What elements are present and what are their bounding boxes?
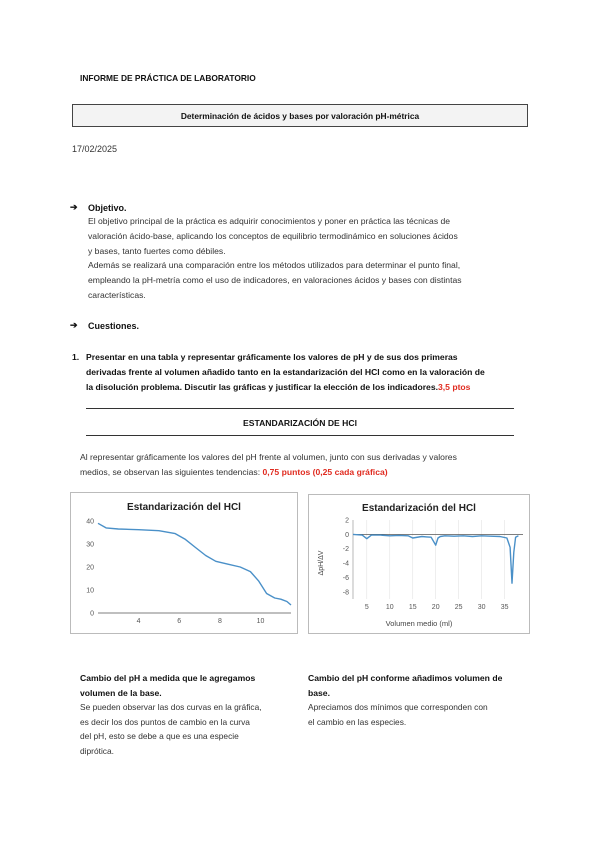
y-axis-label: ΔpH/ΔV xyxy=(318,550,325,576)
body-line: el cambio en las especies. xyxy=(308,716,407,727)
objetivo-line: empleando la pH-metría como el uso de indicadores, en valoraciones ácidos y bases con distintas xyxy=(88,275,462,286)
body-line: Apreciamos dos mínimos que corresponden con xyxy=(308,702,488,712)
body-line: diprótica. xyxy=(80,745,114,756)
y-tick-label: 0 xyxy=(345,531,349,539)
objetivo-line: valoración ácido-base, aplicando los conceptos de equilibrio termodinámico en soluciones ácidos xyxy=(88,230,458,241)
subtitle-box xyxy=(72,104,528,127)
body-line: del pH, esto se debe a que es una especie xyxy=(80,731,239,741)
y-tick-label: 30 xyxy=(86,541,94,549)
question-line-last xyxy=(86,380,532,395)
objetivo-line: Además se realizará una comparación entre los métodos utilizados para determinar el punto final, xyxy=(88,260,461,271)
cuestiones-heading xyxy=(70,320,139,331)
x-tick-label: 25 xyxy=(454,604,463,611)
x-tick-label: 20 xyxy=(431,604,440,611)
subtitle: Determinación de ácidos y bases por valoración pH-métrica xyxy=(180,110,420,121)
intro-line-text: medios, se observan las siguientes tendencias: xyxy=(80,466,263,477)
question-1 xyxy=(72,350,532,395)
y-tick-label: -4 xyxy=(342,560,349,568)
cuestiones-heading-text: Cuestiones. xyxy=(88,320,140,331)
objetivo-line: y bases, tanto fuertes como débiles. xyxy=(88,245,226,256)
y-tick-label: 40 xyxy=(86,518,94,526)
y-tick-label: -6 xyxy=(342,574,349,582)
y-tick-label: -8 xyxy=(342,589,349,597)
right-column-heading xyxy=(308,671,534,700)
left-column xyxy=(80,671,292,758)
ph-chart xyxy=(71,493,297,633)
intro-paragraph xyxy=(80,450,532,480)
divider-bottom xyxy=(86,435,514,436)
chart-title: Estandarización del HCl xyxy=(362,503,476,514)
intro-line xyxy=(80,465,532,480)
divider-top xyxy=(86,408,514,409)
body-line: es decir los dos puntos de cambio en la curva xyxy=(80,716,250,727)
derivative-chart xyxy=(309,495,529,633)
x-tick-label: 6 xyxy=(177,618,182,625)
objetivo-paragraph xyxy=(88,214,538,303)
question-line: derivadas frente al volumen añadido tanto en la estandarización del HCl como en la valoración de xyxy=(86,367,485,377)
standardization-heading: ESTANDARIZACIÓN DE HCl xyxy=(243,418,357,428)
x-tick-label: 8 xyxy=(217,618,222,625)
arrow-right-icon: ➔ xyxy=(70,202,78,212)
report-date: 17/02/2025 xyxy=(72,144,118,154)
x-tick-label: 10 xyxy=(385,604,394,611)
right-column xyxy=(308,671,534,729)
report-title: INFORME DE PRÁCTICA DE LABORATORIO xyxy=(80,73,256,83)
body-line: Se pueden observar las dos curvas en la gráfica, xyxy=(80,702,262,712)
x-axis-label: Volumen medio (ml) xyxy=(385,619,453,628)
objetivo-heading-text: Objetivo. xyxy=(88,202,127,213)
chart-title: Estandarización del HCl xyxy=(127,502,241,513)
heading-line: Cambio del pH conforme añadimos volumen de xyxy=(308,673,503,683)
heading-line: base. xyxy=(308,687,330,698)
x-tick-label: 15 xyxy=(408,604,417,611)
objetivo-line: El objetivo principal de la práctica es adquirir conocimientos y poner en práctica las técnicas de xyxy=(88,216,451,226)
objetivo-line: características. xyxy=(88,289,146,300)
intro-line: Al representar gráficamente los valores del pH frente al volumen, junto con sus derivadas y valores xyxy=(80,452,457,462)
right-column-body xyxy=(308,700,534,729)
question-points: 3,5 ptos xyxy=(437,382,471,392)
y-tick-label: -2 xyxy=(342,546,349,554)
objetivo-heading xyxy=(70,202,127,213)
derivative-chart-frame xyxy=(308,494,530,634)
left-column-heading xyxy=(80,671,292,700)
y-tick-label: 10 xyxy=(86,587,94,595)
x-tick-label: 4 xyxy=(136,618,141,625)
question-line-text: la disolución problema. Discutir las gráficas y justificar la elección de los indicadores. xyxy=(86,382,438,392)
heading-line: Cambio del pH a medida que le agregamos xyxy=(80,673,256,683)
x-tick-label: 10 xyxy=(256,618,265,625)
question-line: Presentar en una tabla y representar gráficamente los valores de pH y de sus dos primeras xyxy=(86,352,458,362)
left-column-body xyxy=(80,700,292,758)
y-tick-label: 20 xyxy=(86,564,94,572)
x-tick-label: 5 xyxy=(364,604,369,611)
ph-chart-frame xyxy=(70,492,298,634)
intro-points: 0,75 puntos (0,25 cada gráfica) xyxy=(262,466,388,477)
series-line xyxy=(98,523,291,605)
y-tick-label: 0 xyxy=(90,610,94,618)
x-tick-label: 35 xyxy=(500,604,509,611)
heading-line: volumen de la base. xyxy=(80,687,162,698)
arrow-right-icon: ➔ xyxy=(70,320,78,330)
x-tick-label: 30 xyxy=(477,604,486,611)
question-number: 1. xyxy=(72,352,80,362)
y-tick-label: 2 xyxy=(345,517,349,525)
